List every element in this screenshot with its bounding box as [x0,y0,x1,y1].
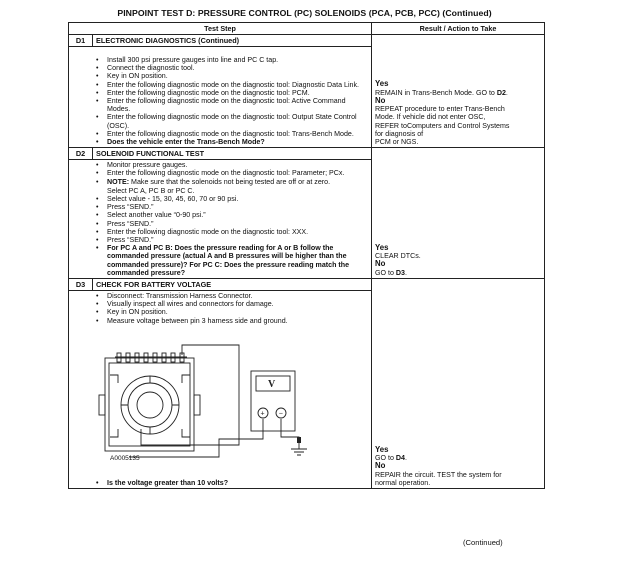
step-item: • Monitor pressure gauges. [69,161,371,169]
section-heading: ELECTRONIC DIAGNOSTICS (Continued) [93,35,372,47]
step-item: • Key in ON position. [69,308,371,316]
result-cell [372,148,545,279]
yes-action: GO to D4. [375,454,407,463]
step-item: • Enter the following diagnostic mode on the diagnostic tool: XXX. [69,228,371,236]
step-list [69,56,371,146]
no-action-line: normal operation. [375,478,431,487]
step-item: • Press “SEND.” [69,236,371,244]
step-item: • Visually inspect all wires and connectors for damage. [69,300,371,308]
step-item: • Install 300 psi pressure gauges into line and PC C tap. [69,56,371,64]
step-list-cell [69,291,372,489]
note-label: NOTE: [107,177,130,186]
step-item: • Select value - 15, 30, 45, 60, 70 or 90 psi. [69,195,371,203]
step-item: • Enter the following diagnostic mode on the diagnostic tool: Trans-Bench Mode. [69,130,371,138]
step-list [69,292,371,325]
no-action-line: REFER toComputers and Control Systems [375,121,510,130]
yes-label: Yes [375,242,389,252]
step-item: • Press “SEND.” [69,220,371,228]
voltmeter-symbol: V [268,378,276,390]
no-action: GO to D3. [375,268,407,277]
no-label: No [375,259,386,269]
no-action-line: REPEAT procedure to enter Trans-Bench [375,105,505,114]
voltage-measurement-illustration [69,325,408,475]
yes-action: REMAIN in Trans-Bench Mode. GO to D2. [375,88,508,97]
section-header-row [69,148,545,160]
figure-id: A0005135 [110,454,140,462]
step-list-cell [69,47,372,148]
step-list-cell [69,160,372,279]
result-cell [372,35,545,148]
step-item: • Select another value “0-90 psi.” [69,211,371,219]
step-subtext: Select PC A, PC B or PC C. [107,186,195,195]
step-item: • Enter the following diagnostic mode on the diagnostic tool: Parameter; PCx. [69,169,371,177]
step-question: • Is the voltage greater than 10 volts? [69,479,371,487]
step-item: • Enter the following diagnostic mode on the diagnostic tool: PCM. [69,89,371,97]
step-item: • Enter the following diagnostic mode on the diagnostic tool: Active Command Modes. [69,97,371,113]
note-text: Make sure that the solenoids not being tested are off or at zero. [129,177,331,186]
section-heading: CHECK FOR BATTERY VOLTAGE [93,279,372,291]
section-header-row [69,35,545,47]
step-reference-link: D3 [395,268,405,277]
wiring-diagram [69,325,408,475]
no-label: No [375,95,386,105]
step-list [69,161,371,277]
step-item: • Connect the diagnostic tool. [69,64,371,72]
step-list [69,479,371,487]
yes-label: Yes [375,444,389,454]
note-item [69,178,371,186]
step-code: D1 [69,35,93,47]
page-title: PINPOINT TEST D: PRESSURE CONTROL (PC) SOLENOIDS (PCA, PCB, PCC) (Continued) [117,8,492,18]
step-item: • Enter the following diagnostic mode on the diagnostic tool: Diagnostic Data Link. [69,81,371,89]
section-header-row [69,279,545,291]
column-header-test-step: Test Step [69,23,372,35]
table-header-row [69,23,545,35]
step-item: • Key in ON position. [69,72,371,80]
step-reference-link: D4 [395,454,405,463]
step-reference-link: D2 [496,88,506,97]
yes-action: CLEAR DTCs. [375,252,421,261]
column-header-result: Result / Action to Take [372,23,545,35]
no-label: No [375,461,386,471]
yes-label: Yes [375,79,389,89]
step-question: • For PC A and PC B: Does the pressure reading for A or B follow the commanded pressure (actual A and B pressures will be higher than the commanded pressure)? For PC C: Does the pressure reading match the commanded pressure? [69,244,371,277]
no-action-line: Mode. If vehicle did not enter OSC, [375,113,486,122]
step-code: D2 [69,148,93,160]
no-action-line: PCM or NGS. [375,138,419,147]
step-item: • Press “SEND.” [69,203,371,211]
step-item: • Disconnect: Transmission Harness Connector. [69,292,371,300]
no-action-line: for diagnosis of [375,129,424,138]
step-question: • Does the vehicle enter the Trans-Bench Mode? [69,138,371,146]
continued-label: (Continued) [463,538,503,547]
connector-pins [117,353,184,362]
no-action-line: REPAIR the circuit. TEST the system for [375,470,502,479]
step-code: D3 [69,279,93,291]
step-item: • Enter the following diagnostic mode on the diagnostic tool: Output State Control (OSC). [69,113,371,129]
pinpoint-test-table [68,22,545,489]
step-item: • Measure voltage between pin 3 harness side and ground. [69,317,371,325]
minus-symbol: − [278,410,283,418]
plus-symbol: + [260,410,265,418]
section-heading: SOLENOID FUNCTIONAL TEST [93,148,372,160]
